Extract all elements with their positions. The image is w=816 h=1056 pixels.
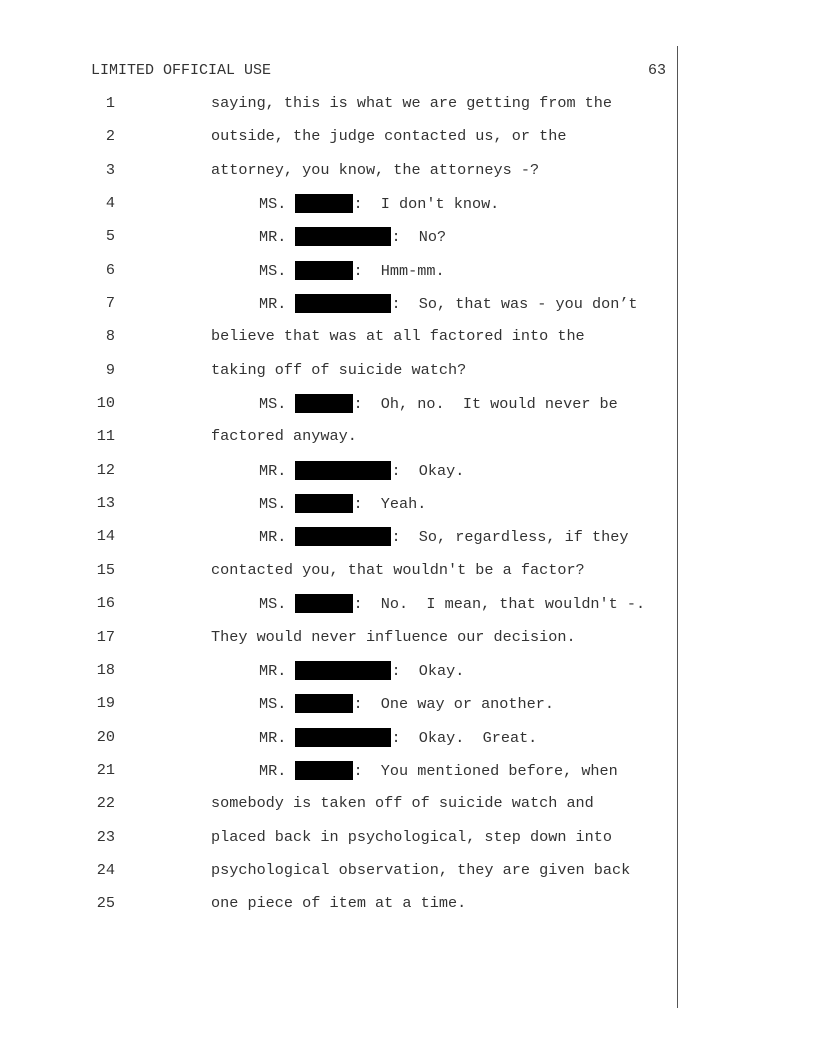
line-text [259, 527, 628, 546]
line-text [259, 461, 464, 480]
spoken-text: : Yeah. [353, 495, 427, 514]
line-text [259, 694, 554, 713]
line-text [259, 728, 537, 747]
spoken-text: : Oh, no. It would never be [353, 395, 618, 414]
transcript-line [0, 720, 816, 753]
transcript-line [0, 319, 816, 352]
transcript-line [0, 753, 816, 786]
speaker-label: MR. [259, 461, 287, 480]
line-number: 15 [96, 560, 115, 579]
transcript-line [0, 386, 816, 419]
line-text [211, 794, 594, 812]
transcript-line [0, 820, 816, 853]
spoken-text: : Okay. [391, 461, 465, 480]
line-number: 2 [105, 127, 115, 146]
speaker-label: MR. [259, 661, 287, 680]
transcript-line [0, 886, 816, 919]
transcript-line [0, 586, 816, 619]
redaction-block [295, 227, 391, 246]
transcript-line [0, 620, 816, 653]
line-number: 25 [96, 894, 115, 913]
spoken-text: : So, regardless, if they [391, 528, 629, 547]
speaker-label: MR. [259, 228, 287, 247]
spoken-text: believe that was at all factored into the [211, 327, 585, 346]
spoken-text: contacted you, that wouldn't be a factor? [211, 560, 585, 579]
speaker-label: MR. [259, 528, 287, 547]
line-text [211, 828, 612, 846]
line-text [259, 261, 445, 280]
transcript-line [0, 453, 816, 486]
line-number: 9 [105, 360, 115, 379]
transcript-line [0, 86, 816, 119]
spoken-text: : Okay. [391, 661, 465, 680]
transcript-line [0, 153, 816, 186]
transcript-line [0, 119, 816, 152]
spoken-text: : So, that was - you don’t [391, 295, 638, 314]
spoken-text: They would never influence our decision. [211, 627, 576, 646]
transcript-line [0, 686, 816, 719]
redaction-block [295, 294, 391, 313]
transcript-lines [0, 86, 816, 920]
spoken-text: psychological observation, they are given back [211, 860, 631, 879]
line-text [211, 561, 585, 579]
transcript-line [0, 353, 816, 386]
spoken-text: saying, this is what we are getting from the [211, 94, 613, 112]
spoken-text: : Okay. Great. [391, 728, 538, 747]
line-number: 20 [96, 727, 115, 746]
line-number: 23 [96, 827, 115, 846]
line-number: 11 [96, 427, 115, 446]
line-number: 3 [105, 160, 115, 179]
line-number: 18 [96, 660, 115, 679]
spoken-text: taking off of suicide watch? [211, 360, 467, 379]
redaction-block [295, 761, 353, 780]
speaker-label: MR. [259, 761, 287, 780]
spoken-text: : You mentioned before, when [353, 761, 618, 780]
transcript-line [0, 419, 816, 452]
line-text [211, 861, 630, 879]
transcript-line [0, 853, 816, 886]
transcript-line [0, 653, 816, 686]
line-number: 16 [96, 594, 115, 613]
spoken-text: somebody is taken off of suicide watch and [211, 794, 594, 813]
line-number: 21 [96, 760, 115, 779]
spoken-text: : I don't know. [353, 195, 500, 214]
line-text [259, 594, 645, 613]
line-number: 22 [96, 794, 115, 813]
line-text [259, 227, 446, 246]
line-number: 12 [96, 460, 115, 479]
transcript-line [0, 553, 816, 586]
redaction-block [295, 594, 353, 613]
transcript-line [0, 786, 816, 819]
line-text [259, 194, 499, 213]
line-text [211, 427, 357, 445]
line-text [211, 127, 566, 145]
transcript-line [0, 253, 816, 286]
speaker-label: MS. [259, 261, 287, 280]
line-text [211, 161, 539, 179]
line-text [259, 294, 638, 313]
line-number: 7 [105, 294, 115, 313]
line-number: 8 [105, 327, 115, 346]
transcript-line [0, 186, 816, 219]
spoken-text: one piece of item at a time. [211, 894, 467, 913]
spoken-text: attorney, you know, the attorneys -? [211, 160, 540, 179]
transcript-line [0, 219, 816, 252]
redaction-block [295, 494, 353, 513]
redaction-block [295, 194, 353, 213]
line-text [211, 628, 576, 646]
redaction-block [295, 661, 391, 680]
line-text [259, 761, 618, 780]
line-number: 10 [96, 394, 115, 413]
speaker-label: MS. [259, 395, 287, 414]
line-text [259, 394, 618, 413]
spoken-text: : One way or another. [353, 695, 554, 714]
line-number: 1 [105, 94, 115, 112]
spoken-text: : No. I mean, that wouldn't -. [353, 595, 646, 614]
redaction-block [295, 694, 353, 713]
line-text [211, 361, 466, 379]
page-number: 63 [648, 62, 667, 79]
line-text [211, 327, 585, 345]
line-number: 14 [96, 527, 115, 546]
speaker-label: MS. [259, 495, 287, 514]
line-number: 17 [96, 627, 115, 646]
line-text [211, 94, 612, 112]
redaction-block [295, 728, 391, 747]
transcript-line [0, 519, 816, 552]
speaker-label: MS. [259, 195, 287, 214]
line-number: 19 [96, 694, 115, 713]
line-number: 13 [96, 494, 115, 513]
line-text [211, 894, 466, 912]
speaker-label: MR. [259, 728, 287, 747]
line-text [259, 494, 426, 513]
classification-header: LIMITED OFFICIAL USE [91, 62, 272, 79]
line-number: 5 [105, 227, 115, 246]
redaction-block [295, 261, 353, 280]
redaction-block [295, 527, 391, 546]
redaction-block [295, 461, 391, 480]
speaker-label: MS. [259, 595, 287, 614]
spoken-text: outside, the judge contacted us, or the [211, 127, 567, 146]
transcript-line [0, 286, 816, 319]
spoken-text: factored anyway. [211, 427, 357, 446]
transcript-line [0, 486, 816, 519]
line-text [259, 661, 464, 680]
line-number: 6 [105, 260, 115, 279]
spoken-text: : No? [391, 228, 447, 247]
line-number: 24 [96, 860, 115, 879]
spoken-text: placed back in psychological, step down into [211, 827, 613, 846]
speaker-label: MS. [259, 695, 287, 714]
speaker-label: MR. [259, 295, 287, 314]
line-number: 4 [105, 194, 115, 213]
redaction-block [295, 394, 353, 413]
spoken-text: : Hmm-mm. [353, 261, 445, 280]
